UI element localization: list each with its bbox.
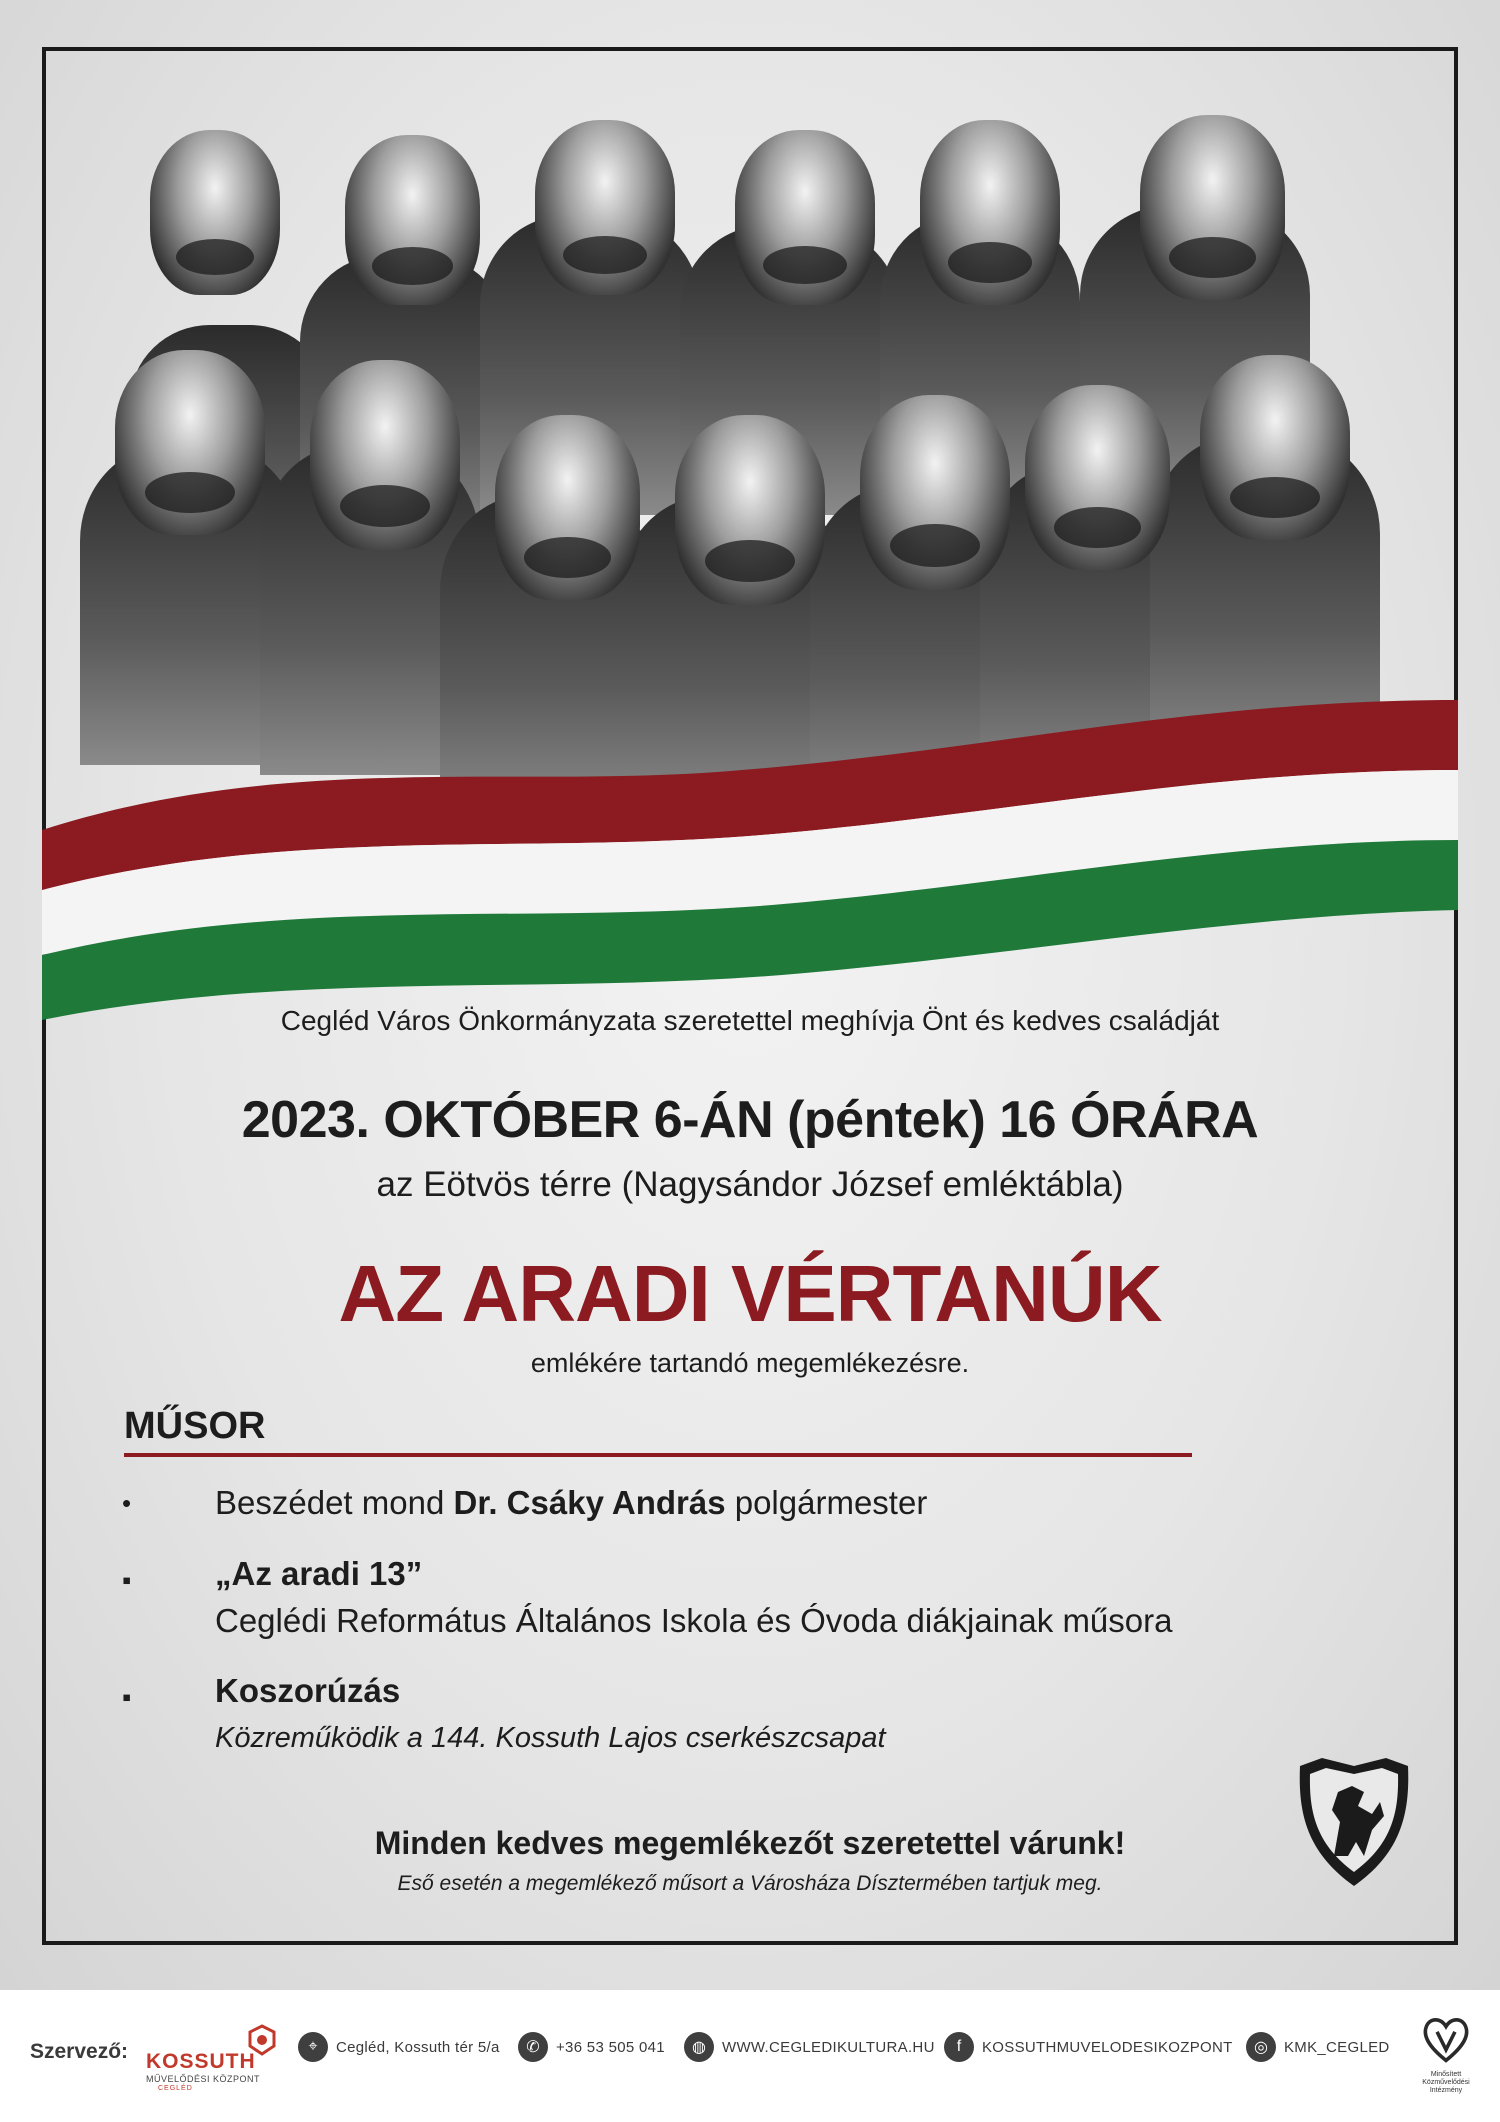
event-title: AZ ARADI VÉRTANÚK [338, 1249, 1162, 1338]
contact-instagram[interactable] [1246, 2032, 1390, 2062]
portrait-face [495, 415, 640, 600]
globe-icon: ◍ [684, 2032, 714, 2062]
contact-address [298, 2032, 500, 2062]
phone-icon: ✆ [518, 2032, 548, 2062]
logo-name: KOSSUTH [146, 2050, 256, 2073]
hungarian-flag-ribbon [42, 640, 1458, 1020]
speech-prefix: Beszédet mond [215, 1484, 454, 1521]
kossuth-center-logo [146, 2024, 286, 2090]
certificate-text: Minősített Közművelődési Intézmény [1422, 2071, 1470, 2094]
program-item-performance-title: „Az aradi 13” [215, 1555, 423, 1592]
portrait-face [920, 120, 1060, 305]
portrait-face [310, 360, 460, 550]
event-place: az Eötvös térre (Nagysándor József emléktábla) [376, 1165, 1124, 1204]
speaker-role: polgármester [725, 1484, 928, 1521]
program-bullet: • [122, 1488, 132, 1518]
portrait-face [115, 350, 265, 535]
program-item-speech [215, 1484, 927, 1522]
logo-city: CEGLÉD [158, 2085, 193, 2092]
contact-website[interactable] [684, 2032, 935, 2062]
portrait-face [860, 395, 1010, 590]
phone-text[interactable]: +36 53 505 041 [556, 2038, 665, 2056]
program-divider [124, 1453, 1192, 1457]
portrait-face [675, 415, 825, 605]
portrait-face [345, 135, 480, 305]
logo-subtitle: MŰVELŐDÉSI KÖZPONT [146, 2074, 261, 2084]
contact-facebook[interactable] [944, 2032, 1233, 2062]
portrait-face [1140, 115, 1285, 300]
facebook-link[interactable]: KOSSUTHMUVELODESIKOZPONT [982, 2038, 1233, 2056]
footer [0, 1990, 1500, 2122]
program-item-wreath-title: Koszorúzás [215, 1672, 401, 1709]
portrait-face [535, 120, 675, 295]
program-heading: MŰSOR [124, 1405, 266, 1447]
cegled-coat-of-arms-icon [1292, 1752, 1416, 1892]
instagram-icon: ◎ [1246, 2032, 1276, 2062]
rain-note: Eső esetén a megemlékező műsort a Városháza Dísztermében tartjuk meg. [397, 1872, 1103, 1895]
event-date: 2023. OKTÓBER 6-ÁN (péntek) 16 ÓRÁRA [241, 1091, 1259, 1149]
program-bullet: ▪ [122, 1565, 132, 1595]
address-text: Cegléd, Kossuth tér 5/a [336, 2038, 500, 2056]
program-item-wreath-desc: Közreműködik a 144. Kossuth Lajos cserkészcsapat [215, 1722, 886, 1754]
certified-heart-icon [1419, 2014, 1473, 2064]
location-pin-icon: ⌖ [298, 2032, 328, 2062]
event-subtitle: emlékére tartandó megemlékezésre. [530, 1348, 970, 1378]
instagram-link[interactable]: KMK_CEGLED [1284, 2038, 1390, 2056]
facebook-icon: f [944, 2032, 974, 2062]
program-bullet: ▪ [122, 1682, 132, 1712]
contact-phone[interactable] [518, 2032, 665, 2062]
website-link[interactable]: WWW.CEGLEDIKULTURA.HU [722, 2038, 935, 2056]
portrait-face [1025, 385, 1170, 570]
portrait-face [150, 130, 280, 295]
certified-institution-badge [1410, 2014, 1482, 2110]
speaker-name: Dr. Csáky András [453, 1484, 726, 1521]
portrait-face [735, 130, 875, 305]
program-item-performance-desc: Ceglédi Református Általános Iskola és Óvoda diákjainak műsora [215, 1602, 1173, 1639]
organizer-label: Szervező: [30, 2040, 129, 2063]
portrait-face [1200, 355, 1350, 540]
closing-message: Minden kedves megemlékezőt szeretettel várunk! [374, 1825, 1126, 1861]
invitation-intro: Cegléd Város Önkormányzata szeretettel meghívja Önt és kedves családját [280, 1005, 1220, 1036]
